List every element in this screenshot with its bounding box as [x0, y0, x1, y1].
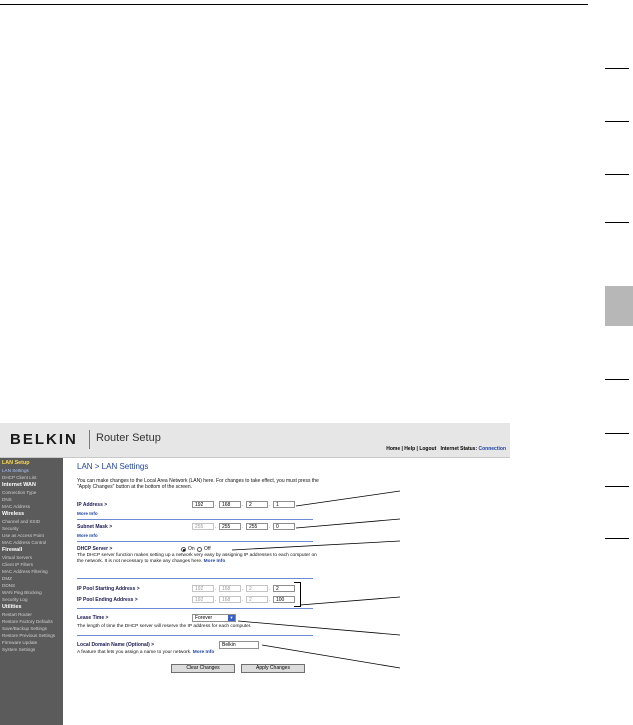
sidebar-item-client-ip-filters[interactable]: Client IP Filters	[2, 562, 34, 567]
internet-status-value[interactable]: Connection	[478, 446, 506, 452]
pool-end-octet-1: 192	[192, 596, 214, 603]
internet-status-label: Internet Status:	[440, 446, 478, 452]
sidebar-item-wan-ping-blocking[interactable]: WAN Ping Blocking	[2, 590, 42, 595]
dhcp-more-info-link[interactable]: More Info	[203, 559, 226, 564]
sidebar-item-save-backup[interactable]: Save/Backup Settings	[2, 626, 47, 631]
sidebar-item-restore-factory[interactable]: Restore Factory Defaults	[2, 619, 53, 624]
page-title: LAN > LAN Settings	[77, 462, 149, 471]
pool-end-octet-3: 2	[246, 596, 268, 603]
octet-dot: .	[242, 524, 244, 530]
lease-description: The length of time the DHCP server will reserve the IP address for each computer.	[77, 624, 252, 629]
section-tick	[605, 379, 629, 380]
callout-line-lease	[238, 621, 400, 635]
help-link[interactable]: Help	[404, 446, 416, 452]
dhcp-server-label: DHCP Server >	[77, 546, 113, 552]
pool-end-label: IP Pool Ending Address >	[77, 597, 138, 603]
sidebar-item-mac-address[interactable]: MAC Address	[2, 504, 31, 509]
brand-logo: BELKIN	[10, 431, 78, 448]
intro-text: You can make changes to the Local Area Network (LAN) here. For changes to take effect, you must press the "Apply Changes" button at the bottom of the screen.	[77, 478, 319, 491]
subnet-octet-1: 255	[192, 523, 214, 530]
sidebar-cat-wireless[interactable]: Wireless	[2, 511, 25, 517]
dhcp-description-text: The DHCP server function makes setting up a network very easy by assigning IP addresses to each computer on the network. It is not necessary to make any changes here.	[77, 553, 317, 564]
octet-dot: .	[269, 597, 271, 603]
sidebar-item-use-as-ap[interactable]: Use as Access Point	[2, 533, 44, 538]
sidebar-item-restart-router[interactable]: Restart Router	[2, 612, 32, 617]
pool-start-octet-1: 192	[192, 585, 214, 592]
callout-line-pool	[300, 597, 400, 605]
sidebar-item-dmz[interactable]: DMZ	[2, 576, 12, 581]
octet-dot: .	[215, 586, 217, 592]
sidebar-cat-firewall[interactable]: Firewall	[2, 547, 23, 553]
lease-time-label: Lease Time >	[77, 615, 109, 621]
ip-more-info-link[interactable]: More Info	[77, 511, 98, 516]
pool-end-octet-4[interactable]: 100	[273, 596, 295, 603]
product-title: Router Setup	[96, 432, 161, 444]
sidebar-item-security[interactable]: Security	[2, 526, 19, 531]
callout-line-dhcp	[232, 541, 400, 550]
domain-description-text: A feature that lets you assign a name to your network.	[77, 650, 192, 655]
sidebar-cat-internet-wan[interactable]: Internet WAN	[2, 482, 36, 488]
top-rule	[0, 4, 588, 5]
ip-octet-1[interactable]: 192	[192, 501, 214, 508]
sidebar-cat-lan-setup[interactable]: LAN Setup	[2, 460, 30, 466]
octet-dot: .	[242, 502, 244, 508]
sidebar-item-ddns[interactable]: DDNS	[2, 583, 16, 588]
callout-line-ip	[296, 491, 400, 506]
router-screenshot	[0, 423, 510, 725]
section-tick	[605, 121, 629, 122]
subnet-octet-4[interactable]: 0	[273, 523, 295, 530]
sidebar-item-firmware-update[interactable]: Firmware Update	[2, 640, 38, 645]
pool-end-octet-2: 168	[219, 596, 241, 603]
sidebar-item-security-log[interactable]: Security Log	[2, 597, 28, 602]
octet-dot: .	[269, 502, 271, 508]
octet-dot: .	[242, 597, 244, 603]
sidebar-item-dhcp-client-list[interactable]: DHCP Client List	[2, 475, 37, 480]
sidebar-item-mac-address-control[interactable]: MAC Address Control	[2, 540, 47, 545]
sidebar-item-system-settings[interactable]: System Settings	[2, 647, 36, 652]
octet-dot: .	[215, 524, 217, 530]
logout-link[interactable]: Logout	[419, 446, 437, 452]
home-link[interactable]: Home	[386, 446, 401, 452]
domain-name-label: Local Domain Name (Optional) >	[77, 642, 155, 648]
octet-dot: .	[215, 597, 217, 603]
section-tick	[605, 538, 629, 539]
octet-dot: .	[269, 524, 271, 530]
section-tick	[605, 433, 629, 434]
callout-line-subnet	[296, 519, 400, 528]
subnet-octet-2[interactable]: 255	[219, 523, 241, 530]
sidebar-item-dns[interactable]: DNS	[2, 497, 12, 502]
chevron-down-icon[interactable]: ▼	[229, 615, 234, 620]
octet-dot: .	[242, 586, 244, 592]
sidebar-item-connection-type[interactable]: Connection Type	[2, 490, 37, 495]
callout-lines	[0, 423, 510, 725]
dhcp-on-label: On	[188, 546, 195, 552]
section-tick	[605, 68, 629, 69]
top-links: Home | Help | Logout Internet Status: Connection	[386, 446, 506, 452]
subnet-mask-label: Subnet Mask >	[77, 524, 113, 530]
section-tick	[605, 222, 629, 223]
pool-start-octet-2: 168	[219, 585, 241, 592]
sidebar-item-mac-address-filtering[interactable]: MAC Address Filtering	[2, 569, 48, 574]
pool-start-octet-4[interactable]: 2	[273, 585, 295, 592]
sidebar-item-virtual-servers[interactable]: Virtual Servers	[2, 555, 33, 560]
ip-octet-2[interactable]: 168	[219, 501, 241, 508]
sidebar-item-restore-previous[interactable]: Restore Previous Settings	[2, 633, 56, 638]
octet-dot: .	[215, 502, 217, 508]
ip-octet-4[interactable]: 1	[273, 501, 295, 508]
ip-address-label: IP Address >	[77, 502, 108, 508]
sidebar-cat-utilities[interactable]: Utilities	[2, 604, 22, 610]
ip-octet-3[interactable]: 2	[246, 501, 268, 508]
clear-changes-button[interactable]: Clear Changes	[171, 664, 235, 673]
pool-start-octet-3: 2	[246, 585, 268, 592]
subnet-octet-3[interactable]: 255	[246, 523, 268, 530]
section-tick	[605, 486, 629, 487]
callout-line-domain	[262, 645, 400, 668]
domain-more-info-link[interactable]: More Info	[192, 650, 215, 655]
sidebar-item-lan-settings[interactable]: LAN Settings	[2, 468, 29, 473]
subnet-more-info-link[interactable]: More Info	[77, 533, 98, 538]
domain-name-input[interactable]: Belkin	[219, 641, 259, 649]
section-tick	[605, 174, 629, 175]
sidebar-item-channel-ssid[interactable]: Channel and SSID	[2, 519, 41, 524]
dhcp-off-label: Off	[204, 546, 211, 552]
section-tab-active	[605, 286, 633, 326]
pool-start-label: IP Pool Starting Address >	[77, 586, 140, 592]
apply-changes-button[interactable]: Apply Changes	[241, 664, 305, 673]
lease-time-value: Forever	[195, 615, 213, 621]
octet-dot: .	[269, 586, 271, 592]
